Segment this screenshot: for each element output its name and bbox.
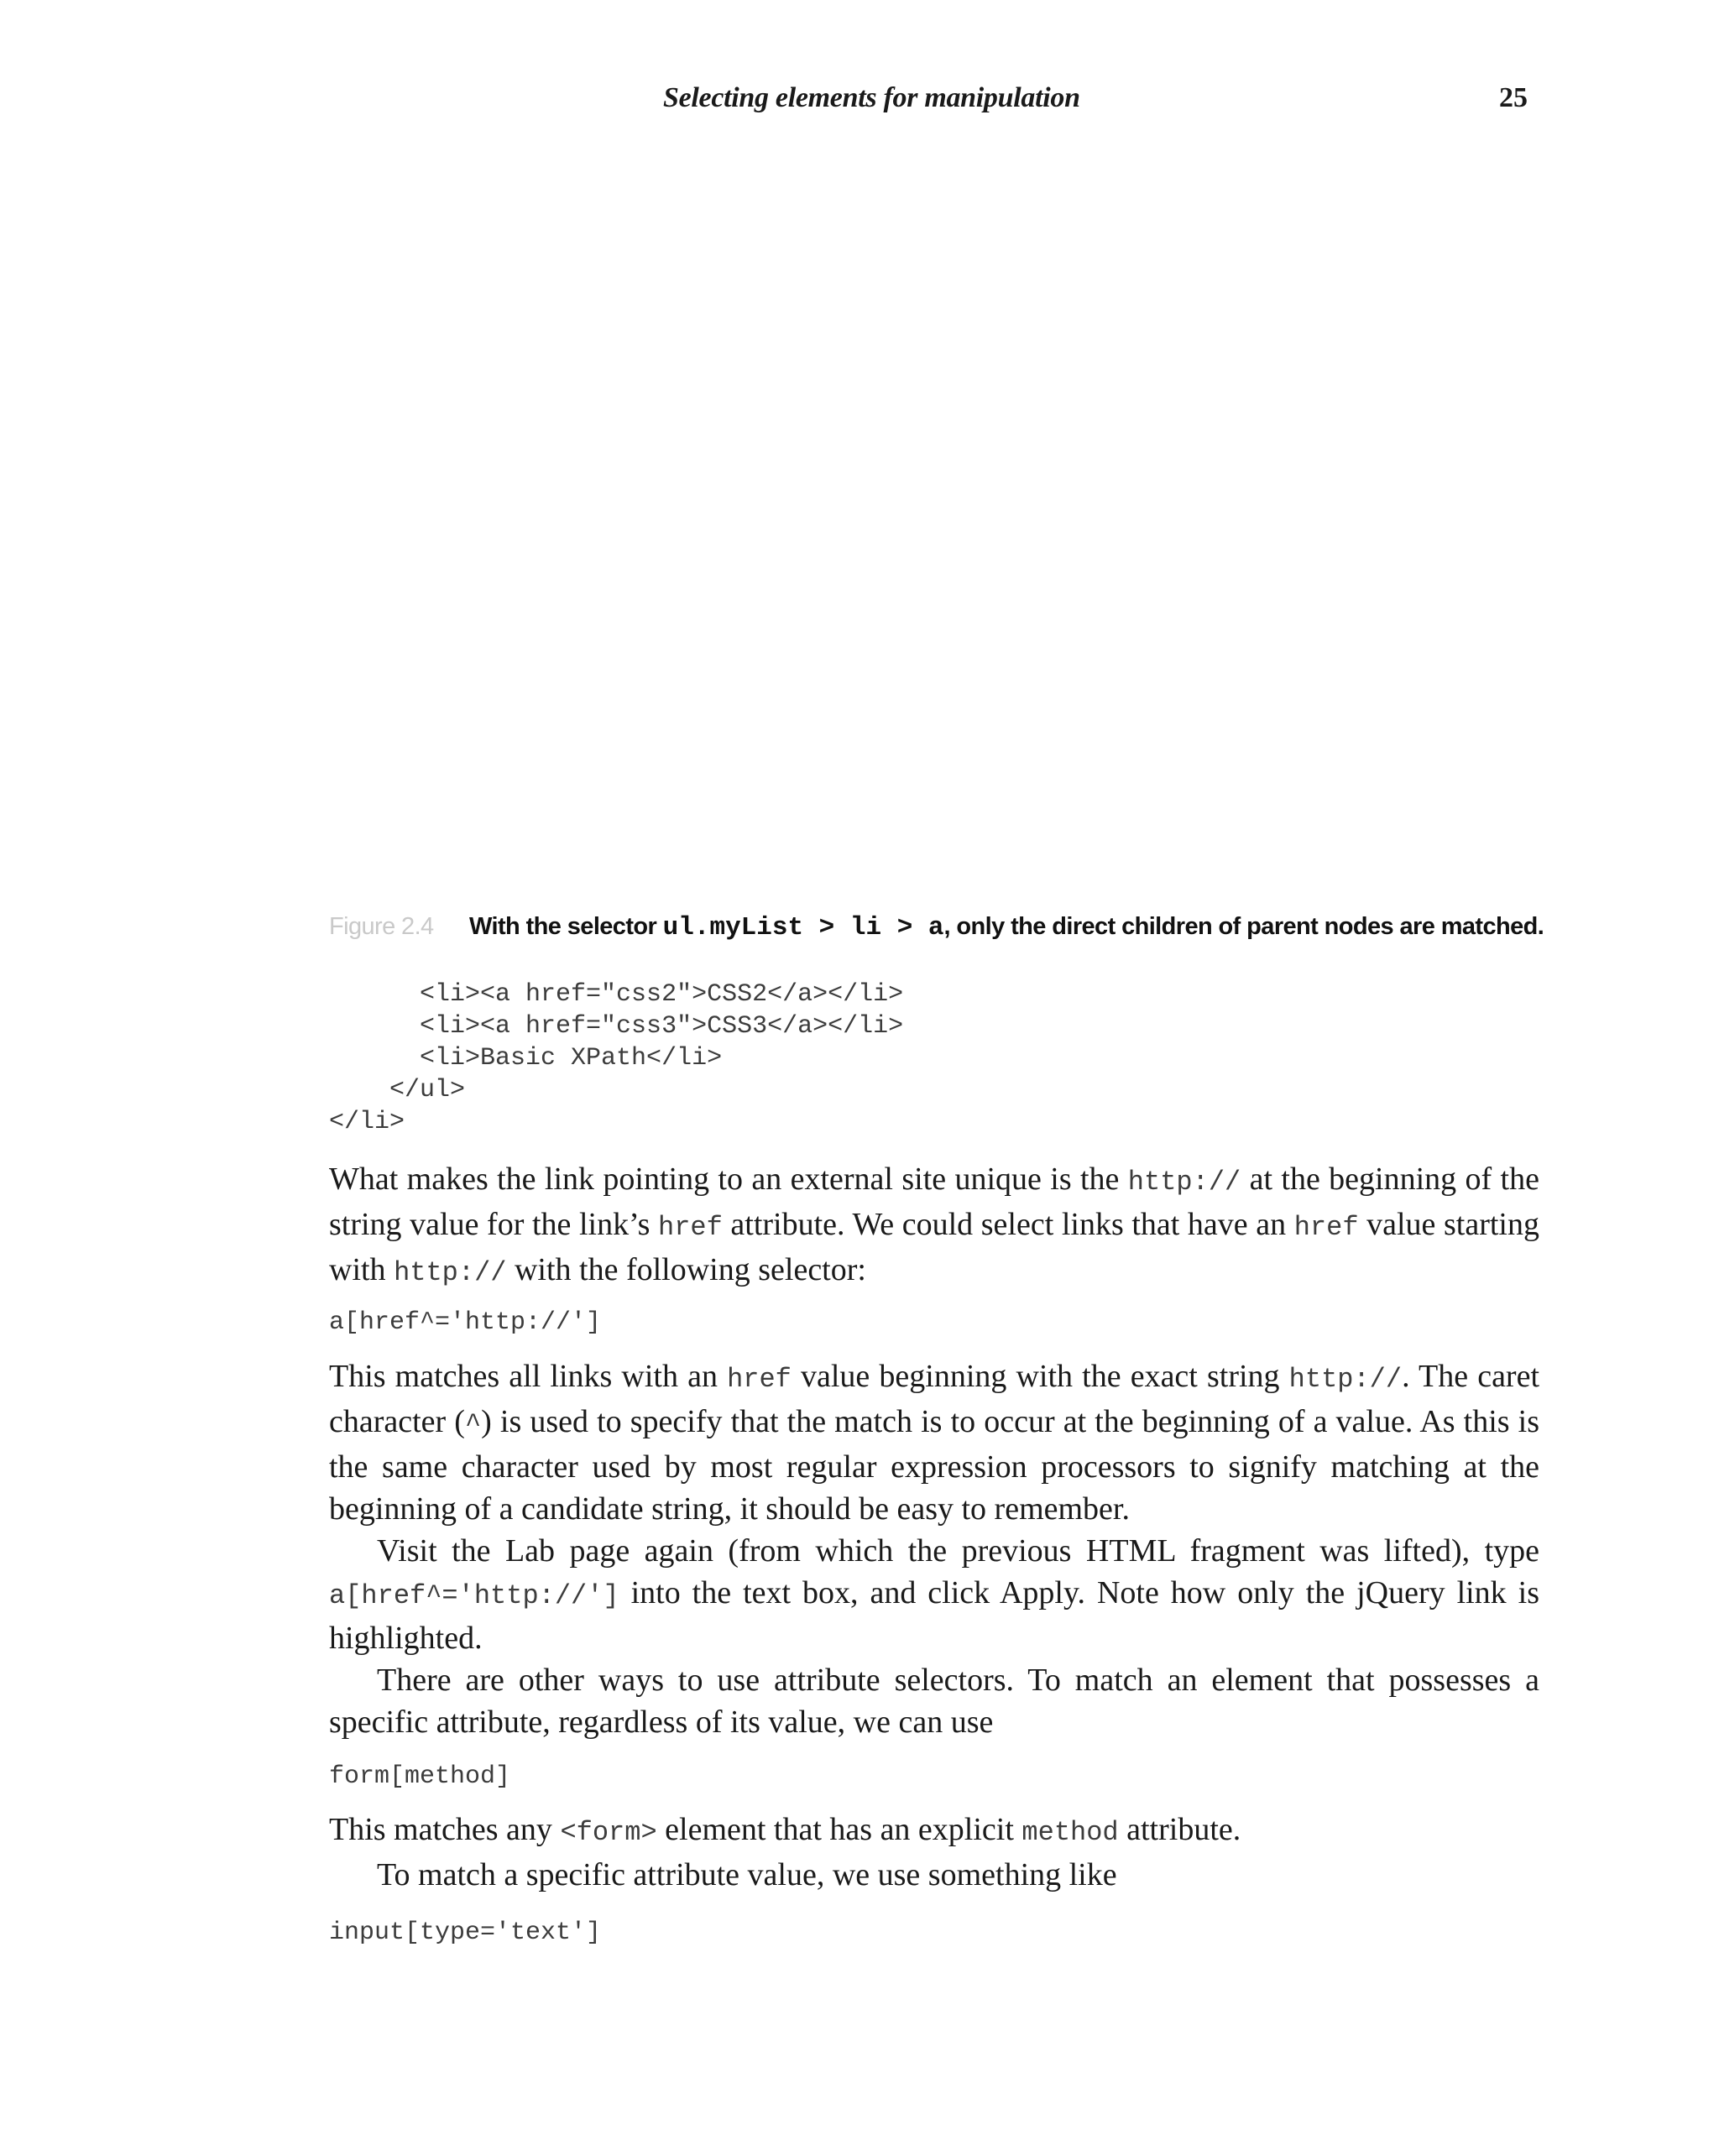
code-line: <li><a href="css3">CSS3</a></li>: [329, 1012, 904, 1041]
inline-code: ^: [464, 1409, 482, 1440]
paragraph-3: [329, 1530, 1539, 1659]
body-section-3: [329, 1809, 1539, 1896]
inline-code: http://: [1288, 1364, 1403, 1395]
code-line: <li><a href="css2">CSS2</a></li>: [329, 980, 904, 1009]
running-head: [0, 78, 1719, 118]
text-run: with the following selector:: [506, 1252, 866, 1287]
text-run: Visit the Lab page again (from which the previous HTML fragment was lifted), type: [377, 1533, 1539, 1569]
paragraph-2: [329, 1355, 1539, 1530]
text-run: attribute. We could select links that have an: [722, 1207, 1294, 1242]
page-number: 25: [1499, 82, 1528, 113]
figure-caption: [329, 910, 1554, 945]
text-run: . The caret character (: [329, 1359, 1540, 1439]
text-run: What makes the link pointing to an external site unique is the: [329, 1162, 1128, 1197]
text-run: at the beginning of the string value for the link’s: [329, 1162, 1539, 1242]
code-line: <li>Basic XPath</li>: [329, 1044, 723, 1073]
figure-label: Figure 2.4: [329, 913, 434, 940]
inline-code: method: [1021, 1817, 1119, 1848]
text-run: attribute.: [1118, 1812, 1241, 1847]
body-section-2: [329, 1355, 1539, 1743]
figure-image-area: [329, 151, 1529, 890]
text-run: value beginning with the exact string: [791, 1359, 1289, 1394]
caption-code: ul.myList > li > a: [662, 913, 944, 942]
text-run: element that has an explicit: [656, 1812, 1022, 1847]
text-run: value starting with: [329, 1207, 1539, 1287]
caption-post: , only the direct children of parent nodes are matched.: [943, 913, 1544, 940]
inline-code: href: [658, 1212, 723, 1243]
inline-code: http://: [1127, 1167, 1241, 1198]
text-run: This matches any: [329, 1812, 561, 1847]
inline-code: <form>: [560, 1817, 657, 1848]
code-selector-href: a[href^='http://']: [329, 1308, 602, 1337]
inline-code: http://: [394, 1257, 507, 1288]
paragraph-6: To match a specific attribute value, we use something like: [377, 1857, 1117, 1892]
inline-code: href: [1293, 1212, 1359, 1243]
code-selector-form: form[method]: [329, 1762, 511, 1791]
text-run: into the text box, and click Apply. Note how only the jQuery link is highlighted.: [329, 1575, 1539, 1656]
code-selector-input: input[type='text']: [329, 1918, 602, 1947]
code-listing: [329, 979, 903, 1138]
inline-code: a[href^='http://']: [329, 1580, 619, 1611]
paragraph-1: [329, 1158, 1539, 1294]
paragraph-5: [329, 1809, 1539, 1854]
code-line: </ul>: [329, 1076, 466, 1104]
caption-pre: With the selector: [469, 913, 663, 940]
text-run: This matches all links with an: [329, 1359, 728, 1394]
inline-code: href: [727, 1364, 792, 1395]
paragraph-4: There are other ways to use attribute selectors. To match an element that possesses a specific attribute, regardless of its value, we can use: [329, 1663, 1539, 1740]
running-title: Selecting elements for manipulation: [663, 82, 1080, 113]
code-line: </li>: [329, 1108, 405, 1136]
body-section-1: [329, 1158, 1539, 1294]
caption-text: [469, 913, 1544, 940]
text-run: ) is used to specify that the match is to occur at the beginning of a value. As this is the same character used by most regular expression processors to signify matching at the beginning of a candidate string, it should be easy to remember.: [329, 1404, 1539, 1527]
